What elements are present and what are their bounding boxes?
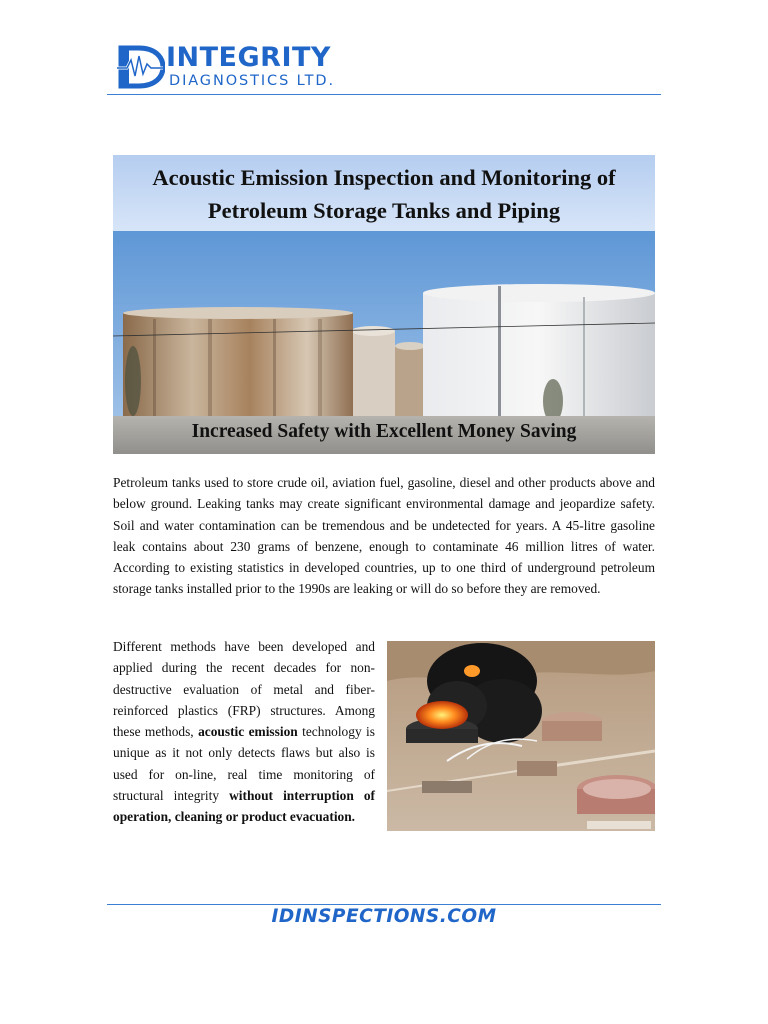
storage-tanks-photo bbox=[113, 231, 655, 454]
methods-paragraph bbox=[113, 636, 375, 828]
header-divider bbox=[107, 94, 661, 95]
logo-word-diagnostics: DIAGNOSTICS LTD. bbox=[169, 73, 335, 89]
methods-bold-without-interruption: without interruption of operation, cleaning or product evacuation. bbox=[113, 788, 375, 825]
title-banner bbox=[113, 155, 655, 231]
logo-word-integrity: INTEGRITY bbox=[166, 42, 331, 73]
intro-paragraph: Petroleum tanks used to store crude oil, aviation fuel, gasoline, diesel and other products above and below ground. Leaking tanks may create significant environmental damage and jeopardize safety. Soil and water contamination can be tremendous and be undetected for years. A 45-litre gasoline leak contains about 230 grams of benzene, enough to contaminate 46 million litres of water. According to existing statistics in developed countries, up to one third of underground petroleum storage tanks installed prior to the 1990s are leaking or will do so before they are removed. bbox=[113, 475, 655, 597]
photo-caption: Increased Safety with Excellent Money Saving bbox=[191, 421, 577, 442]
footer-website-link[interactable]: IDINSPECTIONS.COM bbox=[271, 906, 497, 927]
company-logo bbox=[117, 42, 417, 92]
tank-fire-photo bbox=[387, 641, 655, 831]
methods-text-2: technology is unique as it not only detects flaws but also is used for on-line, real time monitoring of structural integrity bbox=[113, 724, 375, 804]
id-pulse-logo-icon bbox=[117, 44, 165, 90]
methods-text-1: Different methods have been developed and applied during the recent decades for non-destructive evaluation of metal and fiber-reinforced plastics (FRP) structures. Among these methods, bbox=[113, 639, 375, 740]
methods-bold-acoustic-emission: acoustic emission bbox=[198, 724, 298, 740]
page-title: Acoustic Emission Inspection and Monitoring of Petroleum Storage Tanks and Piping bbox=[152, 165, 616, 223]
tank-fire-image bbox=[387, 641, 655, 831]
